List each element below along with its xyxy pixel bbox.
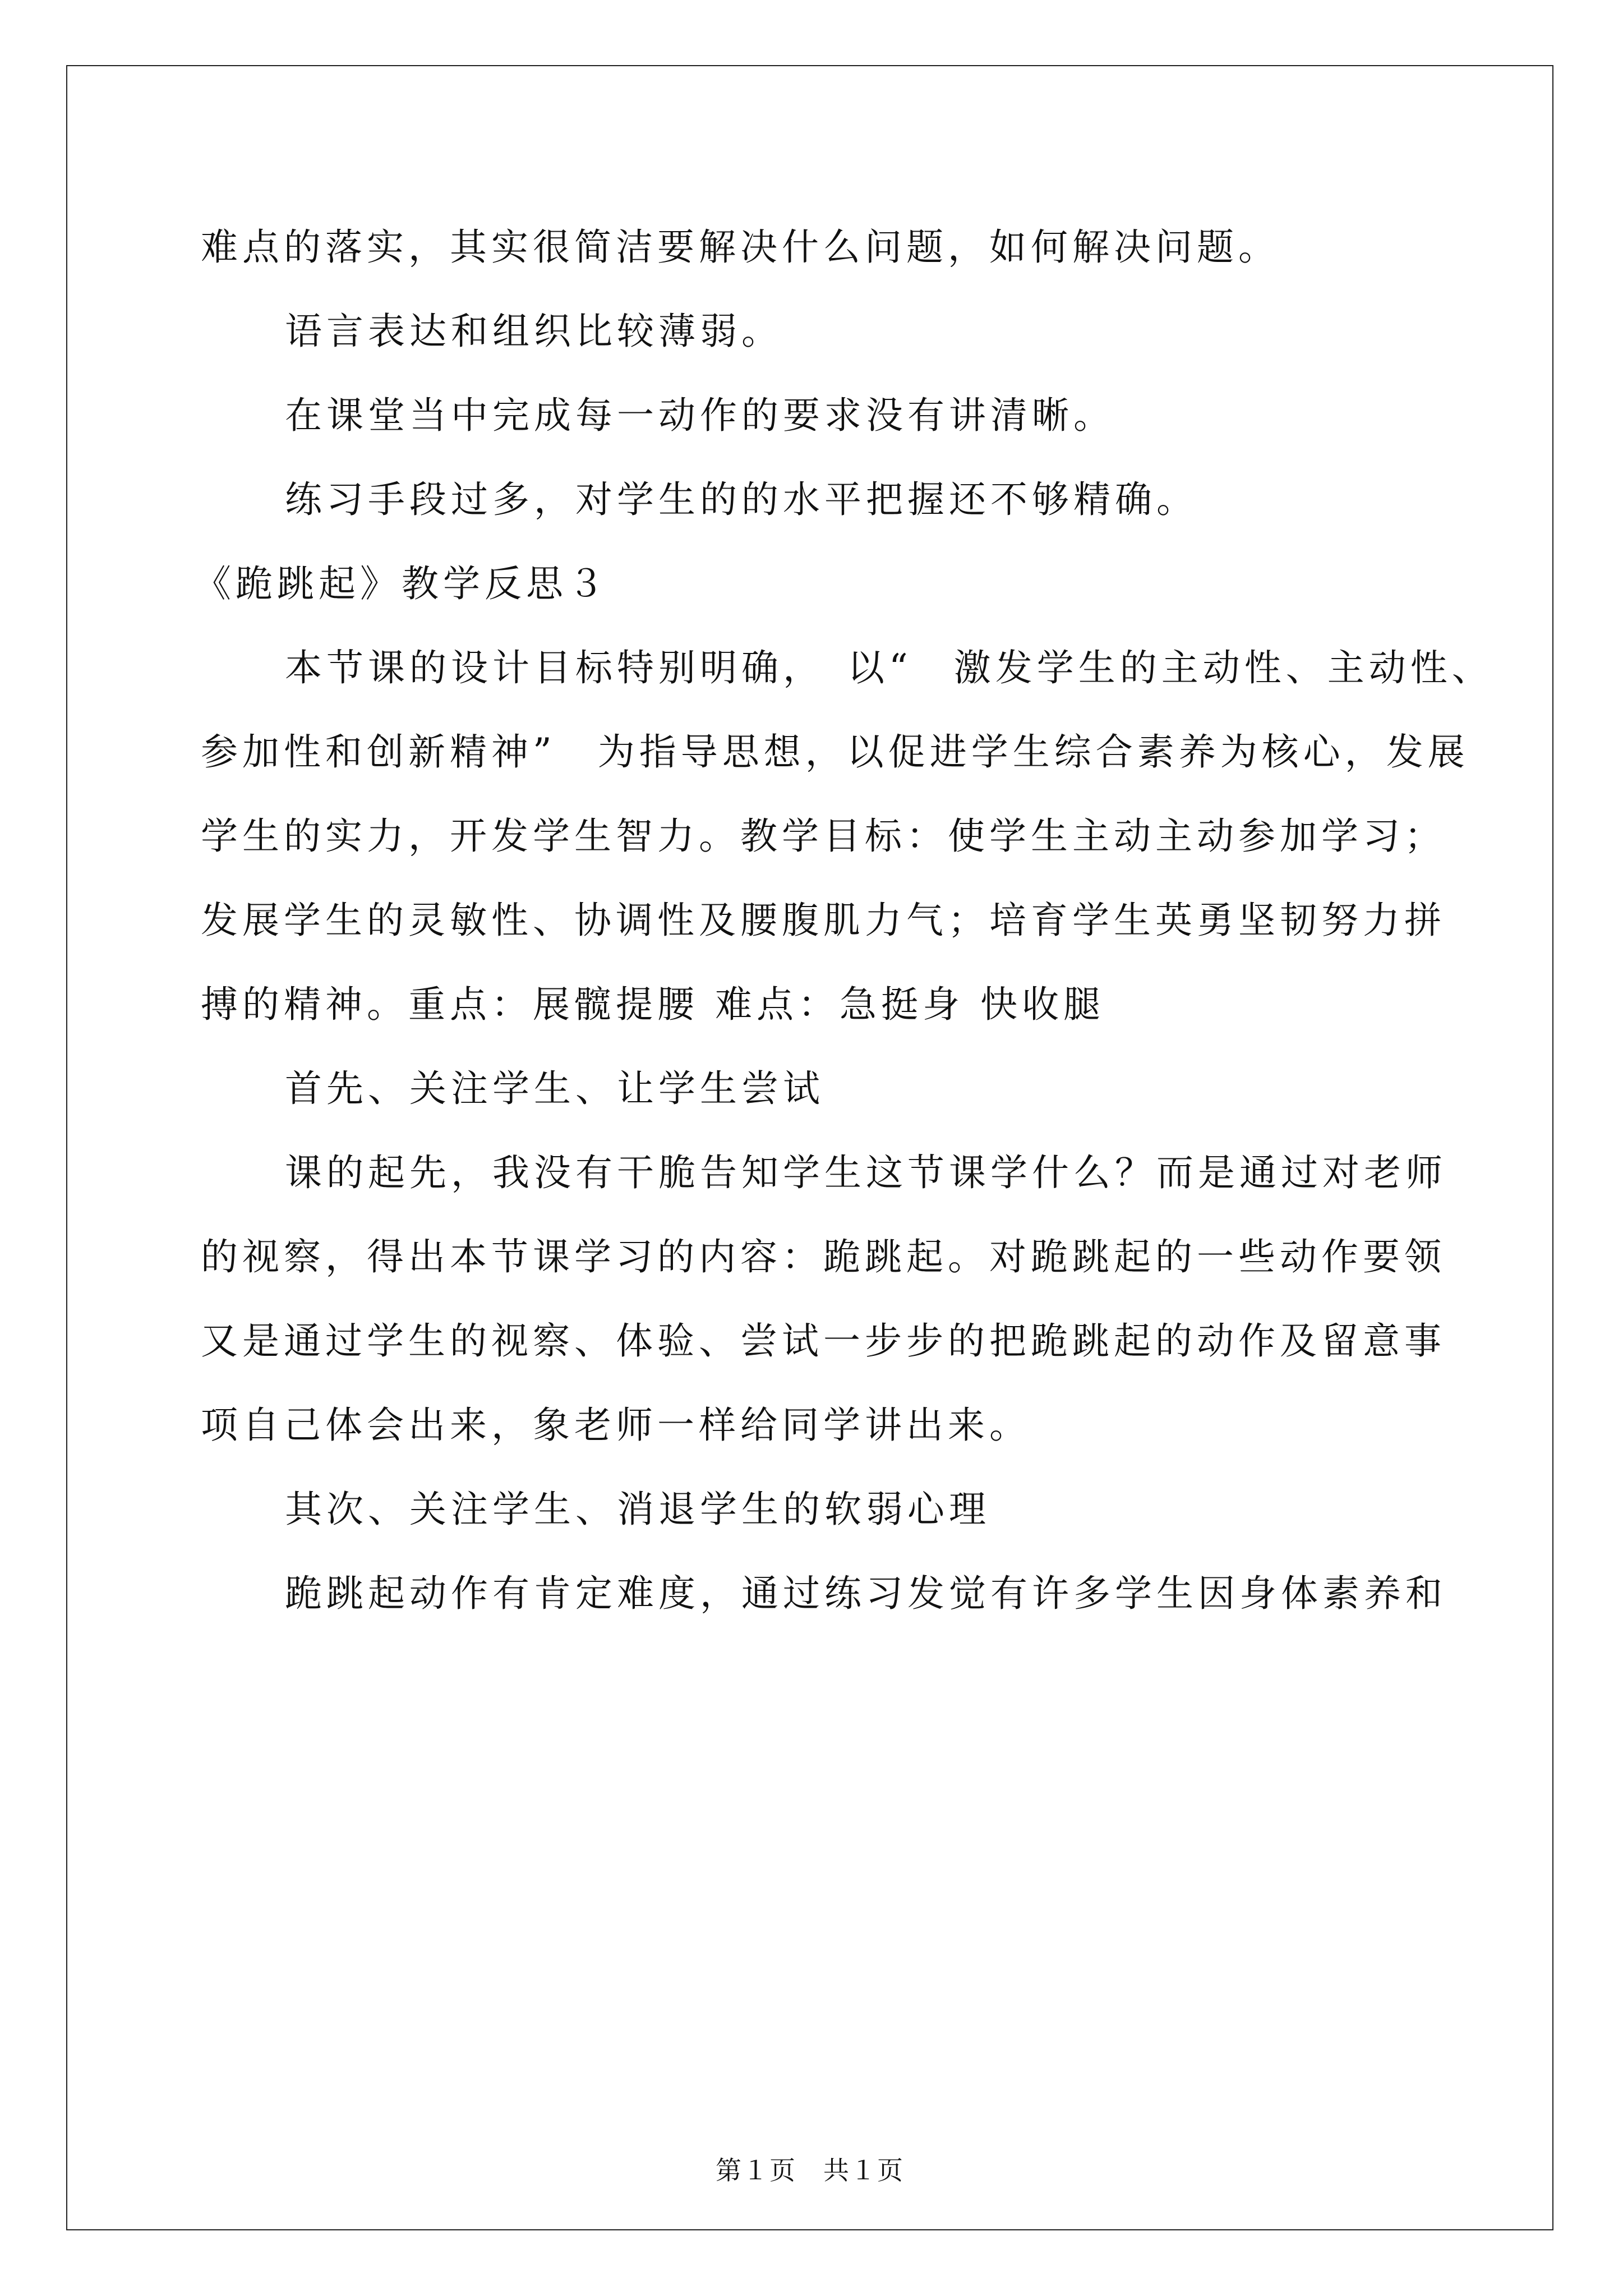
text-line: 发展学生的灵敏性、协调性及腰腹肌力气；培育学生英勇坚韧努力拼 (201, 899, 1446, 942)
text-line: 跪跳起动作有肯定难度，通过练习发觉有许多学生因身体素养和 (285, 1572, 1447, 1615)
text-line: 参加性和创新精神” 为指导思想，以促进学生综合素养为核心，发展 (201, 730, 1469, 774)
section-heading: 《跪跳起》教学反思３ (194, 562, 609, 605)
subheading: 其次、关注学生、消退学生的软弱心理 (285, 1488, 990, 1531)
text-line: 项自己体会出来，象老师一样给同学讲出来。 (201, 1404, 1031, 1447)
text-line: 学生的实力，开发学生智力。教学目标：使学生主动主动参加学习； (201, 815, 1446, 858)
text-line: 语言表达和组织比较薄弱。 (285, 310, 783, 353)
text-line: 课的起先，我没有干脆告知学生这节课学什么？而是通过对老师 (285, 1151, 1447, 1194)
text-line: 搏的精神。重点：展髋提腰 难点：急挺身 快收腿 (201, 983, 1105, 1026)
page-footer: 第１页 共１页 (716, 2155, 904, 2185)
text-line: 练习手段过多，对学生的的水平把握还不够精确。 (285, 478, 1198, 521)
text-line: 本节课的设计目标特别明确， 以“ 激发学生的主动性、主动性、 (285, 646, 1493, 689)
text-line: 在课堂当中完成每一动作的要求没有讲清晰。 (285, 394, 1115, 437)
page-frame (66, 65, 1553, 2230)
text-line: 的视察，得出本节课学习的内容：跪跳起。对跪跳起的一些动作要领 (201, 1235, 1446, 1278)
subheading: 首先、关注学生、让学生尝试 (285, 1067, 824, 1110)
text-line: 难点的落实，其实很简洁要解决什么问题，如何解决问题。 (201, 226, 1280, 269)
text-line: 又是通过学生的视察、体验、尝试一步步的把跪跳起的动作及留意事 (201, 1319, 1446, 1363)
